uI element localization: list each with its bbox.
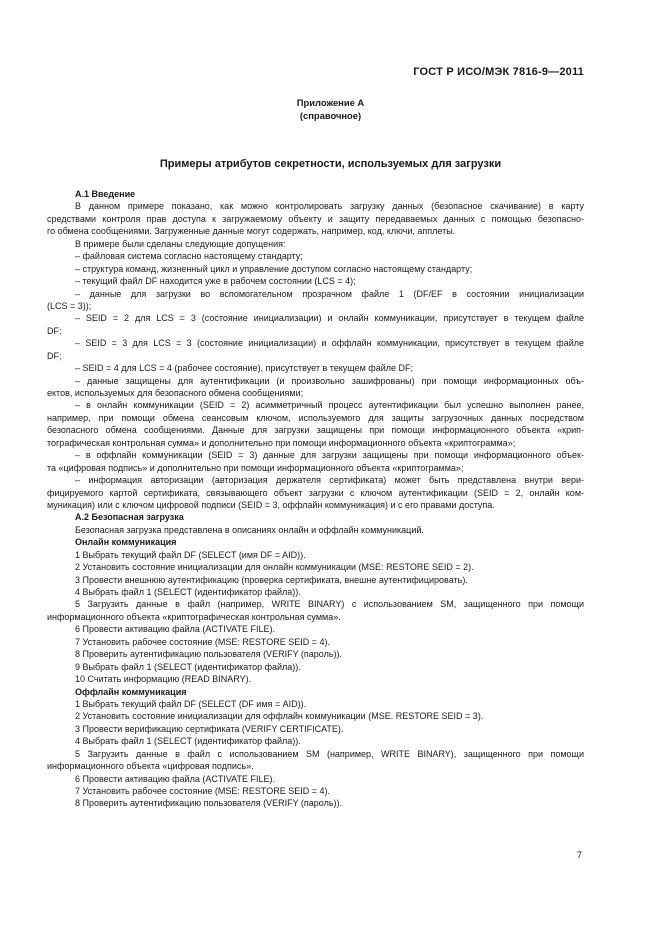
text-line: – в онлайн коммуникации (SEID = 2) асимметричный процесс аутентификации был успешно выполнен ранее,	[75, 400, 584, 411]
text-line: 5 Загрузить данные в файл с использованием SM (например, WRITE BINARY), защищенного при помощи	[75, 748, 584, 759]
text-line: 8 Проверить аутентификацию пользователя (VERIFY (пароль)).	[75, 798, 343, 809]
text-line: 3 Провести внешнюю аутентификацию (проверка сертификата, внешне аутентифицировать).	[75, 574, 468, 585]
text-line: 7 Установить рабочее состояние (MSE: RESTORE SEID = 4).	[75, 636, 331, 647]
text-line: – текущий файл DF находится уже в рабочем состоянии (LCS = 4);	[75, 276, 356, 287]
text-line: 2 Установить состояние инициализации для онлайн коммуникации (MSE: RESTORE SEID = 2).	[75, 562, 474, 573]
text-line: DF;	[47, 325, 62, 336]
text-line: 6 Провести активацию файла (ACTIVATE FILE).	[75, 624, 275, 635]
text-line: 4 Выбрать файл 1 (SELECT (идентификатор файла)).	[75, 587, 301, 597]
text-line: 1 Выбрать текущий файл DF (SELECT (DF имя = AID)).	[75, 698, 307, 709]
text-line: 9 Выбрать файл 1 (SELECT (идентификатор файла)).	[75, 661, 301, 672]
text-line: фицируемого картой сертификата, связывающего объект загрузки с ключом аутентификации (SEID = 2, онлайн ком-	[47, 487, 584, 498]
appendix-subtitle: (справочное)	[299, 110, 362, 121]
text-line: – SEID = 3 для LCS = 3 (состояние инициализации) и оффлайн коммуникации, присутствует в текущем файле	[75, 338, 584, 349]
text-line: та «цифровая подпись» и дополнительно при помощи информационного объекта «криптограмма»;	[47, 462, 464, 473]
text-line: информационного объекта «цифровая подпись».	[47, 761, 254, 772]
text-line: средствами контроля прав доступа к загружаемому объекту и защиту передаваемых данных с помощью безопасно-	[47, 213, 584, 224]
text-line: – SEID = 4 для LCS = 4 (рабочее состояние), присутствует в текущем файле DF;	[75, 363, 413, 374]
text-line: – SEID = 2 для LCS = 3 (состояние инициализации) и онлайн коммуникации, присутствует в текущем файле	[75, 313, 584, 324]
text-line: – в оффлайн коммуникации (SEID = 3) данные для загрузки защищены при помощи информационного объек-	[75, 450, 584, 461]
text-line: безопасного обмена сообщениями. Данные для загрузки защищены при помощи информационного объекта «крип-	[47, 425, 584, 436]
text-line: тографическая контрольная сумма» и дополнительно при помощи информационного объекта «криптограмма»;	[47, 437, 516, 448]
text-line: го обмена сообщениями. Загруженные данные могут содержать, например, код, ключи, апплеты.	[47, 226, 456, 237]
text-line: – данные защищены для аутентификации (и произвольно зашифрованы) при помощи информационных объ-	[75, 375, 584, 386]
text-line: 7 Установить рабочее состояние (MSE: RESTORE SEID = 4).	[75, 786, 331, 796]
text-line: информационного объекта «криптографическая контрольная сумма».	[47, 611, 341, 622]
section-heading: А.2 Безопасная загрузка	[75, 512, 184, 523]
text-line: 4 Выбрать файл 1 (SELECT (идентификатор файла)).	[75, 736, 301, 747]
text-line: – структура команд, жизненный цикл и управление доступом согласно настоящему стандарту;	[75, 263, 473, 274]
text-line: муникация) или с ключом цифровой подписи (SEID = 3, оффлайн коммуникация) и с его правами доступа.	[47, 499, 495, 510]
text-line: 10 Считать информацию (READ BINARY).	[75, 674, 252, 685]
document-body	[47, 188, 584, 810]
section-heading: Оффлайн коммуникация	[75, 686, 187, 697]
text-line: – информация авторизации (авторизация держателя сертификата) может быть представлена внутри вери-	[75, 475, 584, 486]
text-line: 8 Проверить аутентификацию пользователя (VERIFY (пароль)).	[75, 649, 343, 660]
text-line: 5 Загрузить данные в файл (например, WRITE BINARY) с использованием SM, защищенного при помощи	[75, 599, 584, 610]
text-line: В примере были сделаны следующие допущения:	[75, 238, 286, 249]
text-line: В данном примере показано, как можно контролировать загрузку данных (безопасное скачивание) в карту	[75, 201, 584, 212]
text-line: например, при помощи обмена сеансовым ключом, используемого для защиты загрузочных данных посредством	[47, 412, 584, 423]
section-heading: Онлайн коммуникация	[75, 537, 177, 548]
text-line: ектов, используемых для безопасного обмена сообщениями;	[47, 388, 304, 398]
text-line: 1 Выбрать текущий файл DF (SELECT (имя DF = AID)).	[75, 549, 306, 560]
appendix-title: Приложение А	[296, 97, 365, 108]
text-line: DF;	[47, 350, 62, 361]
section-heading: А.1 Введение	[75, 189, 136, 199]
text-line: 3 Провести верификацию сертификата (VERIFY CERTIFICATE).	[75, 723, 344, 734]
text-line: – данные для загрузки во вспомогательном прозрачном файле 1 (DF/EF в состоянии инициализации	[75, 288, 584, 299]
text-line: Безопасная загрузка представлена в описаниях онлайн и оффлайн коммуникаций.	[75, 524, 424, 535]
text-line: (LCS = 3));	[47, 300, 92, 311]
text-line: 2 Установить состояние инициализации для оффлайн коммуникации (MSE. RESTORE SEID = 3).	[75, 711, 484, 722]
standard-header: ГОСТ Р ИСО/МЭК 7816-9—2011	[413, 66, 584, 78]
document-title: Примеры атрибутов секретности, используемых для загрузки	[159, 158, 502, 170]
page-number: 7	[576, 850, 582, 861]
text-line: 6 Провести активацию файла (ACTIVATE FILE).	[75, 773, 275, 784]
text-line: – файловая система согласно настоящему стандарту;	[75, 251, 303, 262]
